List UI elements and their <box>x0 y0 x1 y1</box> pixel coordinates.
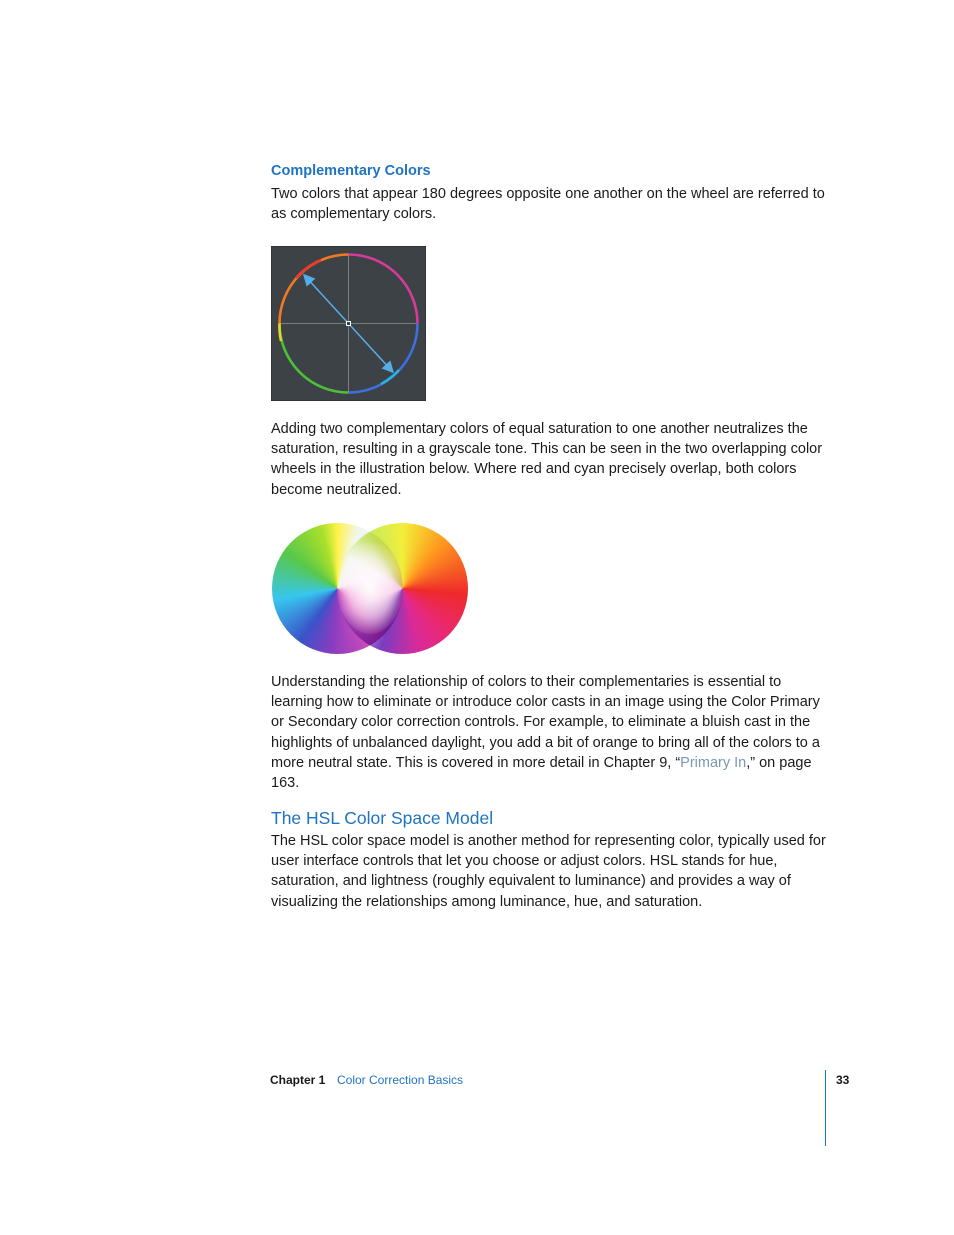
paragraph-complementaries <box>271 672 827 793</box>
overlap-neutral-zone <box>337 542 403 634</box>
section-heading-complementary-colors: Complementary Colors <box>271 163 431 179</box>
paragraph-text-end: ,” on page 163. <box>271 754 812 792</box>
footer-chapter-title[interactable]: Color Correction Basics <box>337 1073 464 1087</box>
section-heading-hsl-color-space-model: The HSL Color Space Model <box>271 808 494 828</box>
paragraph-complementary-intro: Two colors that appear 180 degrees opposite one another on the wheel are referred to as complementary colors. <box>271 186 825 223</box>
primary-in-link[interactable]: Primary In <box>680 754 747 771</box>
footer-chapter-label: Chapter 1 <box>270 1073 326 1087</box>
paragraph-hsl-body: The HSL color space model is another method for representing color, typically used for user interface controls that let you choose or adjust colors. HSL stands for hue, saturation, and lightness (roughly equivalent to luminance) and provides a way of visualizing the relationships among luminance, hue, and saturation. <box>271 833 826 910</box>
paragraph-text: Understanding the relationship of colors to their complementaries is essential to learning how to eliminate or introduce color casts in an image using the Color Primary or Secondary color correction controls. For example, to eliminate a bluish cast in the highlights of unbalanced daylight, you add a bit of orange to bring all of the colors to a more neutral state. This is covered in more detail in Chapter 9, “ <box>271 674 820 771</box>
paragraph-neutralization: Adding two complementary colors of equal saturation to one another neutralizes the saturation, resulting in a grayscale tone. This can be seen in the two overlapping color wheels in the illustration below. Where red and cyan precisely overlap, both colors become neutralized. <box>271 421 823 498</box>
center-point <box>347 322 351 326</box>
footer-divider <box>825 1070 826 1146</box>
complementary-hue-wheel-figure <box>271 246 426 401</box>
overlapping-color-wheels-figure <box>270 520 470 656</box>
page-number: 33 <box>836 1073 850 1087</box>
